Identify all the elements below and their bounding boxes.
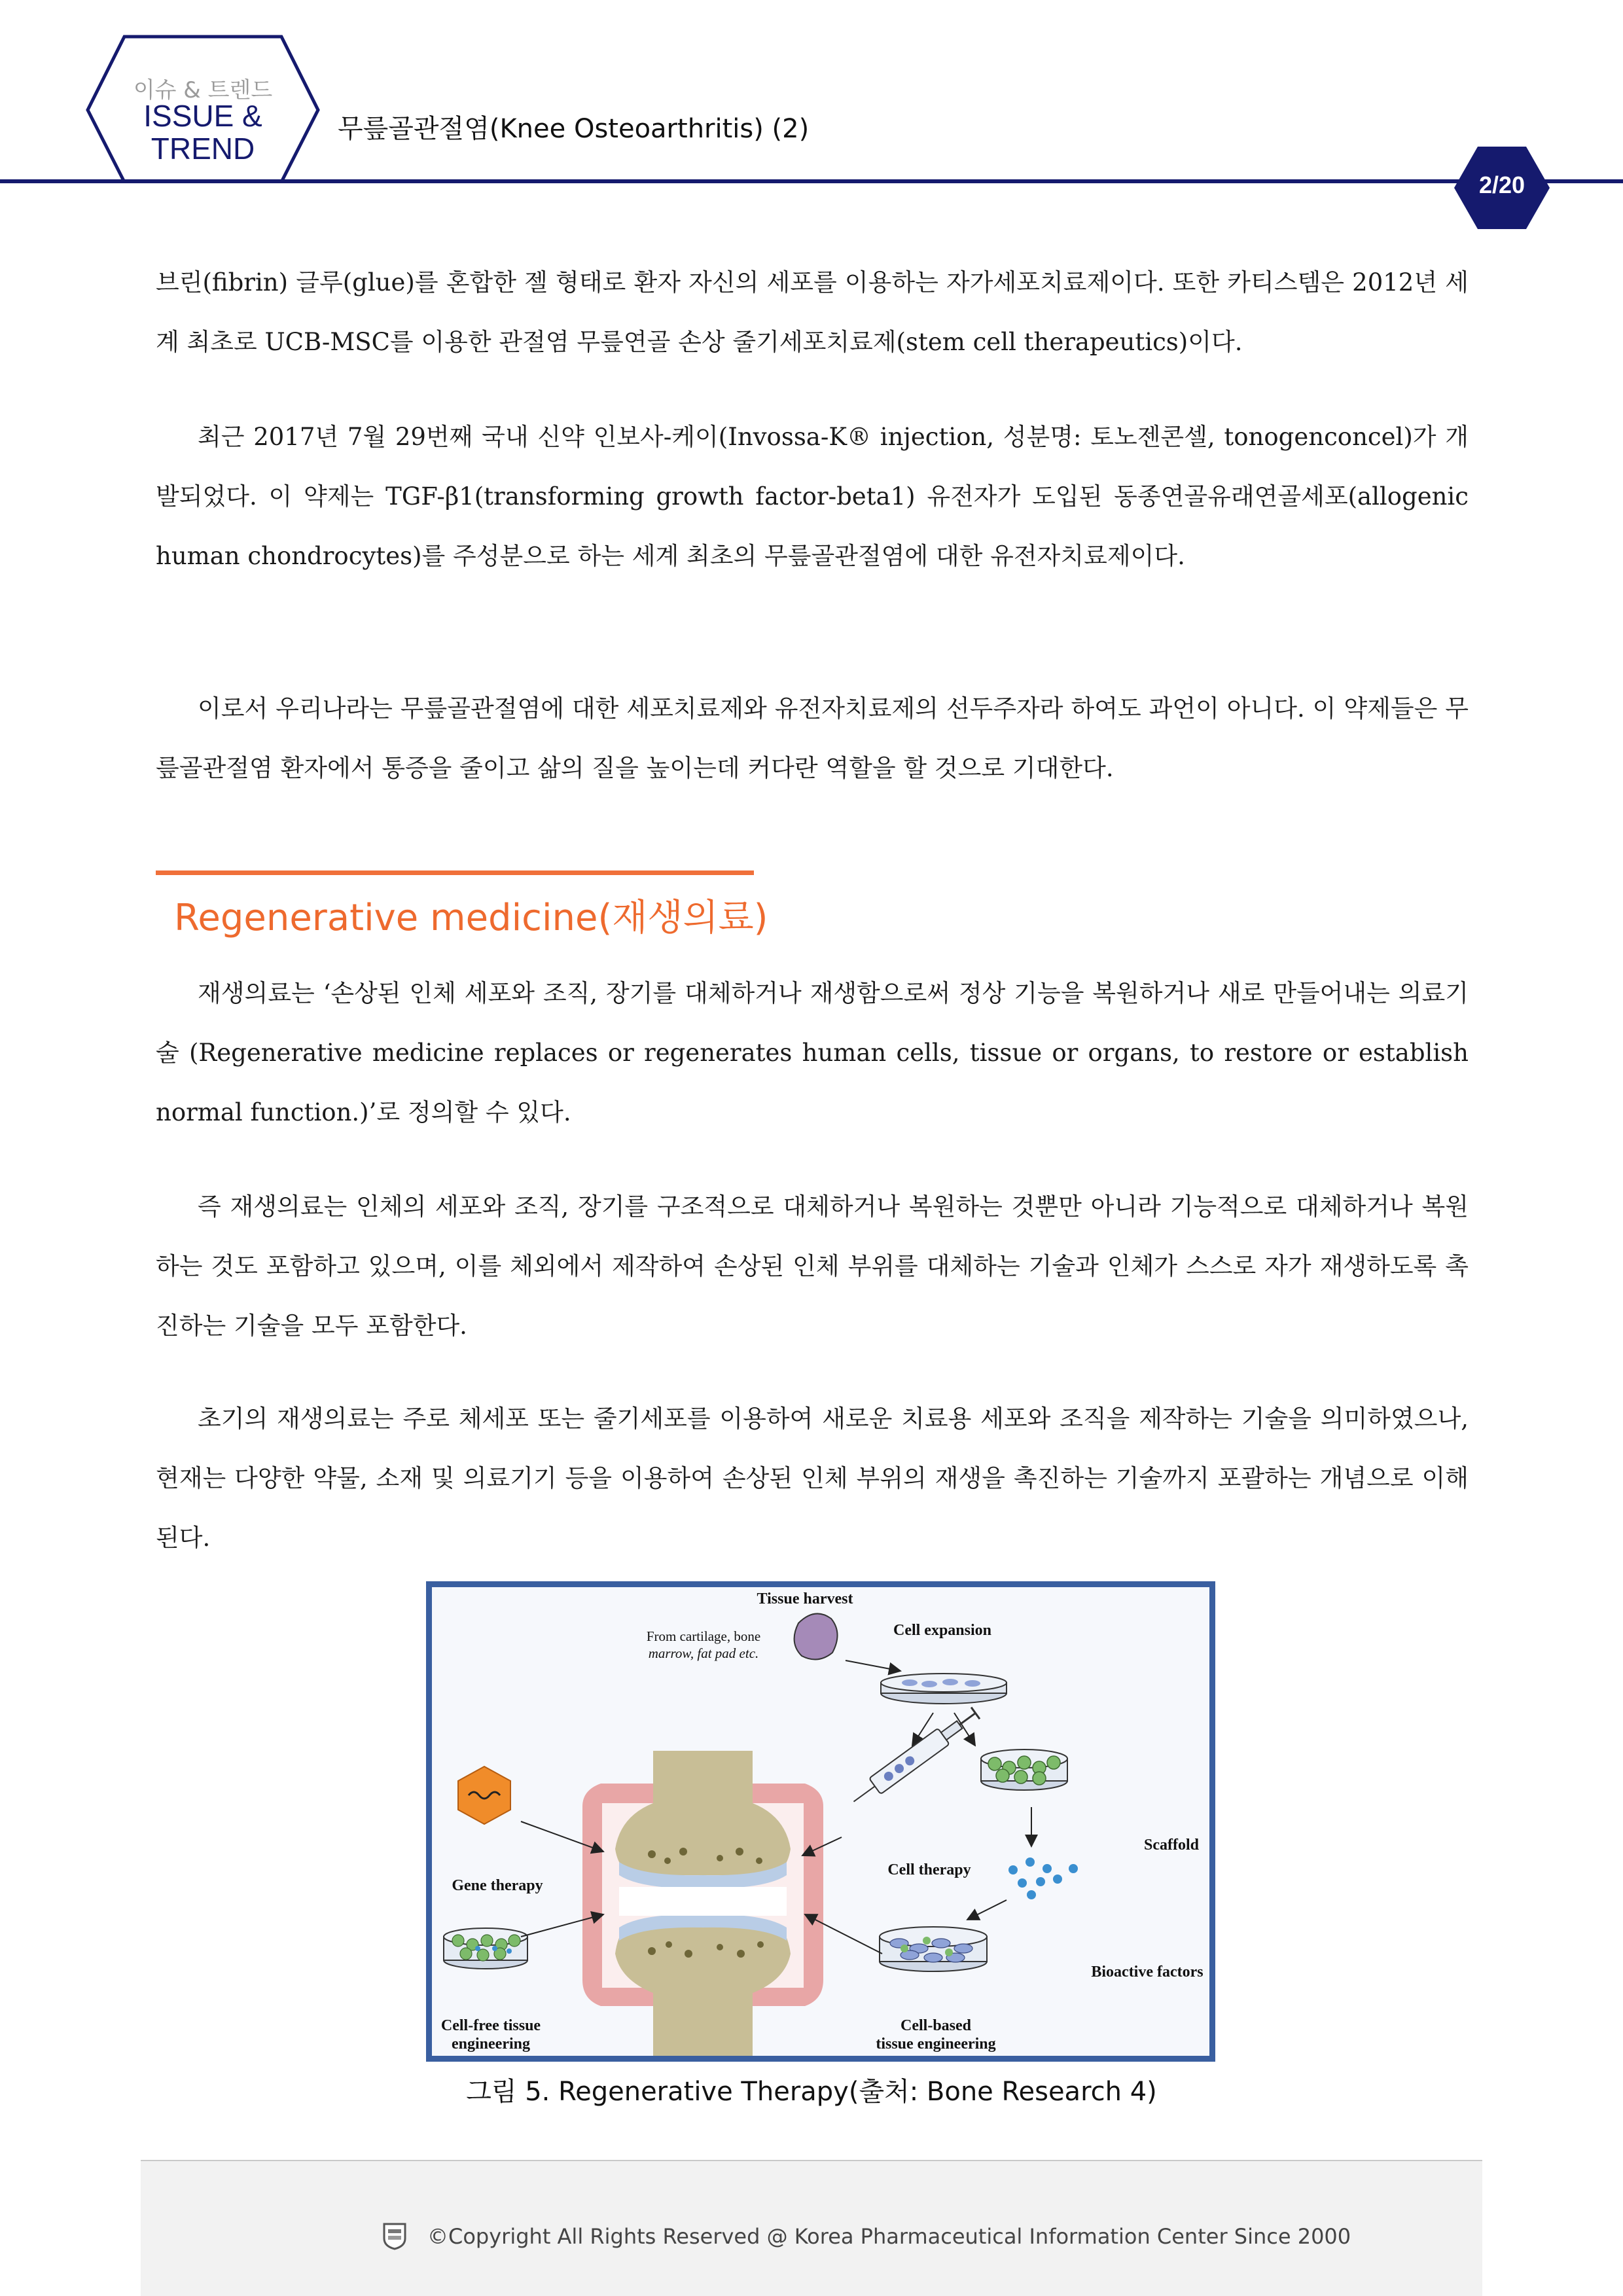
label-cell-free-line2: engineering [452, 2036, 530, 2053]
regenerative-therapy-diagram [432, 1587, 1209, 2056]
label-harvest-source [628, 1628, 779, 1662]
page-number-badge [1453, 145, 1551, 230]
tissue-harvest-blob [794, 1613, 838, 1659]
label-harvest-source-line2: marrow, fat pad etc. [648, 1645, 759, 1661]
label-cell-therapy: Cell therapy [887, 1861, 971, 1878]
regenerative-therapy-figure [426, 1581, 1215, 2062]
figure-caption: 그림 5. Regenerative Therapy(출처: Bone Research 4) [466, 2077, 1157, 2107]
label-cell-free-tissue-engineering [432, 2017, 550, 2053]
upper-bone [615, 1751, 791, 1876]
label-cell-expansion: Cell expansion [893, 1622, 992, 1639]
cell-based-dish [880, 1927, 987, 1971]
copyright-text: ©Copyright All Rights Reserved @ Korea Pharmaceutical Information Center Since 2000 [427, 2224, 1351, 2249]
badge-korean-label: 이슈 & 트렌드 [133, 77, 273, 103]
petri-dish-cell-expansion [881, 1674, 1007, 1704]
section-title: Regenerative medicine(재생의료) [174, 897, 768, 939]
label-cell-based-line2: tissue engineering [876, 2036, 996, 2053]
label-cell-based-line1: Cell-based [901, 2017, 971, 2034]
label-tissue-harvest: Tissue harvest [757, 1590, 853, 1607]
body-paragraph-2: 최근 2017년 7월 29번째 국내 신약 인보사-케이(Invossa-K® injection, 성분명: 토노젠콘셀, tonogenconcel)가 개발되었다. 이 약제는 TGF-β1(transforming growth factor-beta1) 유전자가 도입된 동종연골유래연골세포(allogenic human chondrocytes)를 주성분으로 하는 세계 최초의 무릎골관절염에 대한 유전자치료제이다. [156, 423, 1469, 570]
label-bioactive-factors: Bioactive factors [1091, 1964, 1204, 1981]
kpic-logo-icon [382, 2221, 408, 2250]
label-gene-therapy: Gene therapy [452, 1877, 543, 1894]
badge-english-label [131, 99, 275, 165]
label-cell-based-tissue-engineering [864, 2017, 1008, 2053]
badge-english-line2: TREND [151, 132, 255, 166]
page-title: 무릎골관절염(Knee Osteoarthritis) (2) [338, 114, 810, 144]
cell-free-dish [444, 1928, 527, 1969]
label-harvest-source-line1: From cartilage, bone [646, 1628, 761, 1644]
body-paragraph-1: 브린(fibrin) 글루(glue)를 혼합한 젤 형태로 환자 자신의 세포를 이용하는 자가세포치료제이다. 또한 카티스템은 2012년 세계 최초로 UCB-MSC를 이용한 관절염 무릎연골 손상 줄기세포치료제(stem cell therapeutics)이다. [156, 268, 1469, 356]
badge-english-line1: ISSUE & [143, 99, 262, 133]
gene-therapy-hexagon [458, 1767, 510, 1824]
label-scaffold: Scaffold [1144, 1837, 1199, 1854]
issue-trend-badge [85, 33, 321, 183]
scaffold-dish [981, 1749, 1067, 1790]
page-number: 2/20 [1478, 171, 1525, 198]
bioactive-factors-dots [1008, 1857, 1078, 1899]
section-accent-rule [156, 870, 754, 875]
header-rule [0, 179, 1623, 183]
syringe [848, 1705, 982, 1809]
body-paragraph-3: 이로서 우리나라는 무릎골관절염에 대한 세포치료제와 유전자치료제의 선두주자라 하여도 과언이 아니다. 이 약제들은 무릎골관절염 환자에서 통증을 줄이고 삶의 질을 높이는데 커다란 역할을 할 것으로 기대한다. [156, 694, 1469, 782]
section-paragraph-2: 즉 재생의료는 인체의 세포와 조직, 장기를 구조적으로 대체하거나 복원하는 것뿐만 아니라 기능적으로 대체하거나 복원하는 것도 포함하고 있으며, 이를 체외에서 제작하여 손상된 인체 부위를 대체하는 기술과 인체가 스스로 자가 재생하도록 촉진하는 기술을 모두 포함한다. [156, 1193, 1469, 1340]
label-cell-free-line1: Cell-free tissue [440, 2017, 541, 2034]
footer [141, 2160, 1482, 2296]
section-paragraph-1: 재생의료는 ‘손상된 인체 세포와 조직, 장기를 대체하거나 재생함으로써 정상 기능을 복원하거나 새로 만들어내는 의료기술 (Regenerative medicine replaces or regenerates human cells, tissue or organs, to restore or establish normal function.)’로 정의할 수 있다. [156, 979, 1469, 1126]
section-paragraph-3: 초기의 재생의료는 주로 체세포 또는 줄기세포를 이용하여 새로운 치료용 세포와 조직을 제작하는 기술을 의미하였으나, 현재는 다양한 약물, 소재 및 의료기기 등을 이용하여 손상된 인체 부위의 재생을 촉진하는 기술까지 포괄하는 개념으로 이해된다. [156, 1405, 1469, 1552]
